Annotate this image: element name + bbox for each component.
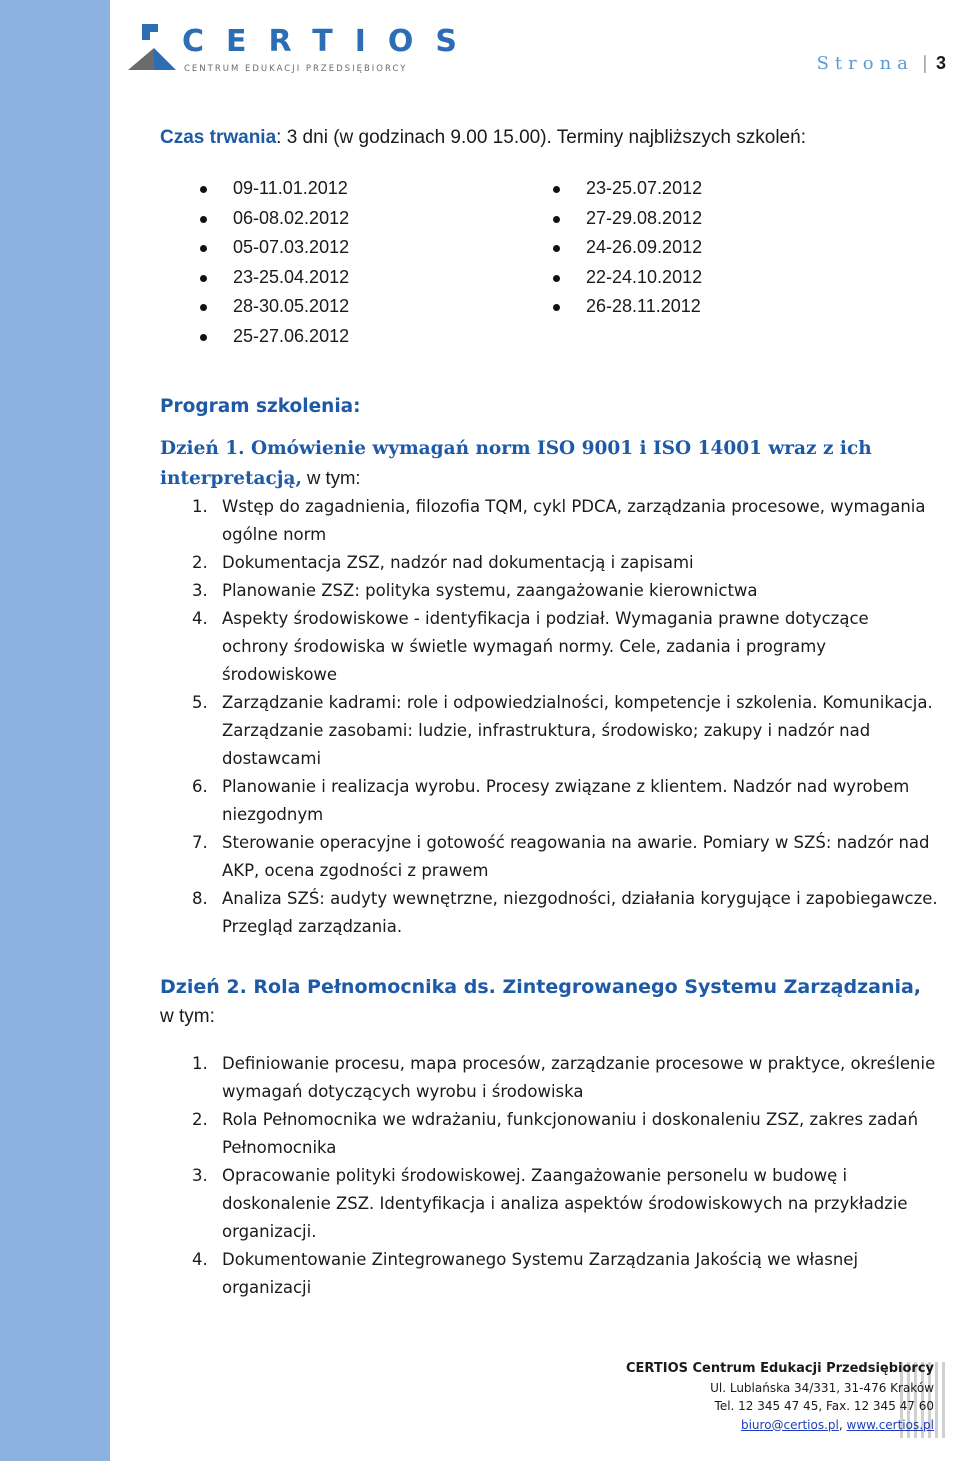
item-number: 4. <box>192 609 208 628</box>
page-number: 3 <box>935 53 946 73</box>
logo-text: CERTIOS <box>182 24 479 59</box>
date-item: 22-24.10.2012 <box>513 263 702 293</box>
item-text: Definiowanie procesu, mapa procesów, zarządzanie procesowe w praktyce, określenie wymagań dotyczących wyrobu i środowiska <box>222 1054 936 1101</box>
item-text: Planowanie ZSZ: polityka systemu, zaangażowanie kierownictwa <box>222 581 758 600</box>
item-text: Dokumentacja ZSZ, nadzór nad dokumentacją i zapisami <box>222 553 694 572</box>
date-item: 28-30.05.2012 <box>160 292 513 322</box>
dates-column-right <box>513 174 702 351</box>
duration-line <box>160 124 940 152</box>
item-number: 3. <box>192 1166 208 1185</box>
footer-separator: , <box>838 1417 843 1432</box>
day1-items <box>160 493 940 941</box>
logo-subtext: CENTRUM EDUKACJI PRZEDSIĘBIORCY <box>184 64 408 74</box>
day2-suffix: w tym: <box>160 1006 215 1027</box>
day2-heading <box>160 973 940 1031</box>
day1-item <box>160 885 940 941</box>
item-text: Dokumentowanie Zintegrowanego Systemu Zarządzania Jakością we własnej organizacji <box>222 1250 859 1297</box>
item-text: Analiza SZŚ: audyty wewnętrzne, niezgodności, działania korygujące i zapobiegawcze. Przegląd zarządzania. <box>222 889 938 936</box>
day2-item <box>160 1162 940 1246</box>
day1-heading <box>160 435 940 493</box>
item-number: 3. <box>192 581 208 600</box>
item-number: 2. <box>192 553 208 572</box>
footer-company: CERTIOS Centrum Edukacji Przedsiębiorcy <box>626 1361 934 1376</box>
footer-bars-decoration <box>898 1362 948 1438</box>
day1-item <box>160 773 940 829</box>
item-text: Aspekty środowiskowe - identyfikacja i podział. Wymagania prawne dotyczące ochrony środowiska w świetle wymagań normy. Cele, zadania i programy środowiskowe <box>222 609 869 684</box>
day1-item <box>160 577 940 605</box>
date-item: 24-26.09.2012 <box>513 233 702 263</box>
item-text: Wstęp do zagadnienia, filozofia TQM, cykl PDCA, zarządzania procesowe, wymagania ogólne norm <box>222 497 926 544</box>
date-item: 25-27.06.2012 <box>160 322 513 352</box>
date-item: 23-25.04.2012 <box>160 263 513 293</box>
item-number: 1. <box>192 1054 208 1073</box>
day2-items <box>160 1050 940 1302</box>
page-label: Strona <box>816 53 914 74</box>
main-content <box>160 124 940 1302</box>
date-item: 09-11.01.2012 <box>160 174 513 204</box>
website-link[interactable]: www.certios.pl <box>846 1417 934 1432</box>
item-text: Opracowanie polityki środowiskowej. Zaangażowanie personelu w budowę i doskonalenie ZSZ. Identyfikacja i analiza aspektów środowiskowych na przykładzie organizacji. <box>222 1166 908 1241</box>
day1-item <box>160 549 940 577</box>
item-number: 7. <box>192 833 208 852</box>
date-item: 06-08.02.2012 <box>160 204 513 234</box>
item-number: 6. <box>192 777 208 796</box>
email-link[interactable]: biuro@certios.pl <box>740 1417 839 1432</box>
footer-phone: Tel. 12 345 47 45, Fax. 12 345 47 60 <box>714 1399 934 1413</box>
item-number: 4. <box>192 1250 208 1269</box>
item-text: Sterowanie operacyjne i gotowość reagowania na awarie. Pomiary w SZŚ: nadzór nad AKP, ocena zgodności z prawem <box>222 833 930 880</box>
sidebar-accent <box>0 0 110 1461</box>
day1-item <box>160 605 940 689</box>
day1-suffix: w tym: <box>301 466 361 488</box>
item-text: Rola Pełnomocnika we wdrażaniu, funkcjonowaniu i doskonaleniu ZSZ, zakres zadań Pełnomocnika <box>222 1110 919 1157</box>
item-text: Planowanie i realizacja wyrobu. Procesy związane z klientem. Nadzór nad wyrobem niezgodnym <box>222 777 910 824</box>
item-number: 1. <box>192 497 208 516</box>
certios-logo <box>124 18 484 80</box>
day1-item <box>160 493 940 549</box>
dates-list <box>160 174 940 351</box>
day2-item <box>160 1246 940 1302</box>
day1-item <box>160 829 940 885</box>
footer-address: Ul. Lublańska 34/331, 31-476 Kraków <box>710 1380 934 1395</box>
footer-contact <box>626 1360 934 1434</box>
item-text: Zarządzanie kadrami: role i odpowiedzialności, kompetencje i szkolenia. Komunikacja. Zarządzanie zasobami: ludzie, infrastruktura, środowisko; zakupy i nadzór nad dostawcami <box>222 693 933 768</box>
date-item: 27-29.08.2012 <box>513 204 702 234</box>
day2-title: Dzień 2. Rola Pełnomocnika ds. Zintegrowanego Systemu Zarządzania, <box>160 976 922 998</box>
day2-item <box>160 1106 940 1162</box>
duration-label: Czas trwania <box>160 127 277 148</box>
item-number: 8. <box>192 889 208 908</box>
date-item: 26-28.11.2012 <box>513 292 702 322</box>
footer-links <box>626 1416 934 1435</box>
day1-item <box>160 689 940 773</box>
item-number: 2. <box>192 1110 208 1129</box>
logo-mark-icon <box>124 18 180 74</box>
dates-column-left <box>160 174 513 351</box>
date-item: 23-25.07.2012 <box>513 174 702 204</box>
date-item: 05-07.03.2012 <box>160 233 513 263</box>
page-header <box>817 53 946 74</box>
day2-item <box>160 1050 940 1106</box>
duration-text: : 3 dni (w godzinach 9.00 15.00). Terminy najbliższych szkoleń: <box>276 127 806 148</box>
program-title: Program szkolenia: <box>160 396 361 417</box>
item-number: 5. <box>192 693 208 712</box>
day1-title: Dzień 1. Omówienie wymagań norm ISO 9001 i ISO 14001 wraz z ich interpretacją, <box>160 438 872 489</box>
page-separator: | <box>921 53 928 74</box>
